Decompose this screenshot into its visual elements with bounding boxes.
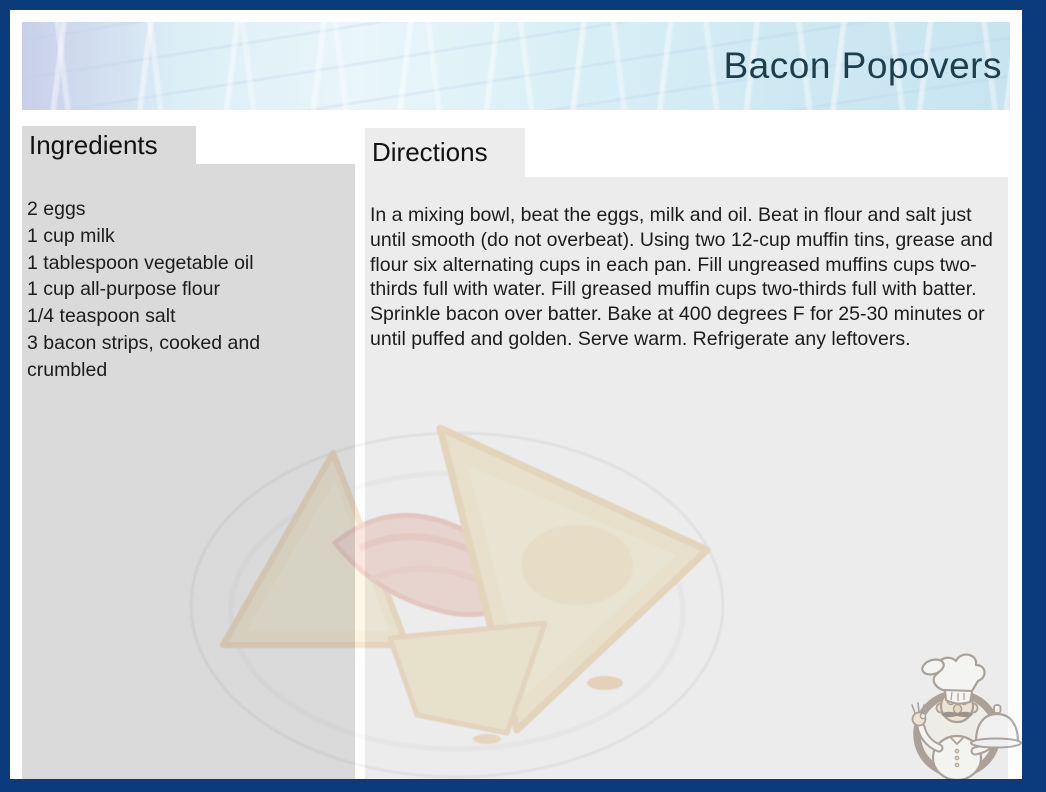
ingredient-item: 1/4 teaspoon salt (27, 305, 176, 328)
header-banner (22, 22, 1010, 110)
directions-text: In a mixing bowl, beat the eggs, milk and oil. Beat in flour and salt just until smooth (do not overbeat). Using two 12-cup muffin tins, grease and flour six alternating cups in each pan. Fill ungreased muffins cups two-thirds full with water. Fill greased muffin cups two-thirds full with batter. Sprinkle bacon over batter. Bake at 400 degrees F for 25-30 minutes or until puffed and golden. Serve warm. Refrigerate any leftovers. (370, 204, 993, 350)
ingredient-item: 2 eggs (27, 198, 86, 220)
chef-mascot-logo (895, 650, 1022, 779)
chef-icon (895, 650, 1022, 779)
ingredients-heading: Ingredients (29, 129, 158, 160)
ingredient-item: 3 bacon strips, cooked and crumbled (27, 331, 261, 381)
ingredient-item: 1 cup all-purpose flour (27, 278, 220, 301)
page-content (10, 10, 1022, 779)
ingredient-item: 1 cup milk (27, 224, 115, 247)
ingredients-heading-box (22, 126, 196, 164)
ingredients-list (27, 196, 327, 384)
directions-heading: Directions (372, 137, 488, 167)
directions-heading-box (365, 128, 525, 177)
page-title: Bacon Popovers (723, 45, 1002, 86)
ingredients-panel (22, 164, 355, 779)
ingredient-item: 1 tablespoon vegetable oil (27, 251, 254, 274)
